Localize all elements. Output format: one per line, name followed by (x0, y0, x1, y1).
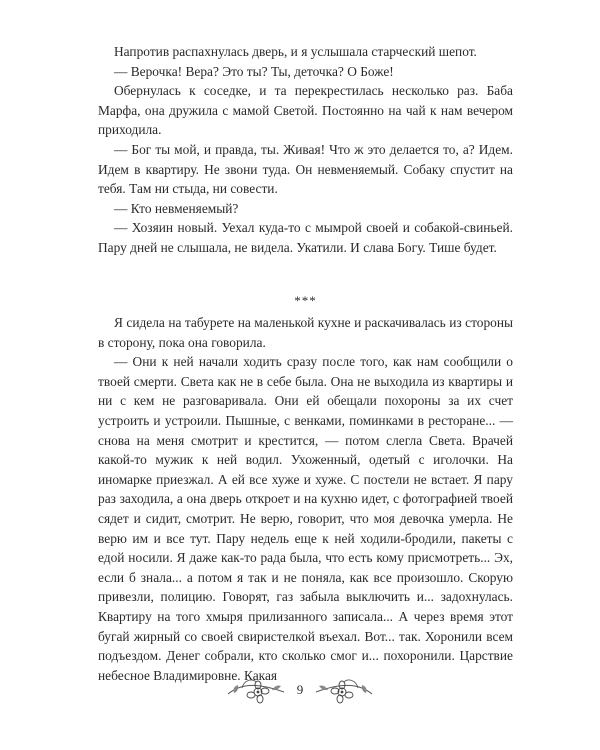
paragraph: — Верочка! Вера? Это ты? Ты, деточка? О Боже! (114, 63, 394, 79)
paragraph: — Хозяин новый. Уехал куда-то с мымрой своей и собакой-свиньей. Пару дней не слышала, не видела. Укатили. И слава Богу. Тише будет. (98, 220, 513, 255)
page-number: 9 (296, 682, 304, 697)
paragraph: — Они к ней начали ходить сразу после того, как нам сообщили о твоей смерти. Света как не в себе была. Она не выходила из квартиры и ни с кем не разговаривала. Они ей обещали похороны за их счет устроить и устроили. Пышные, с венками, поминками в ресторане... — снова на меня смотрит и крестится, — потом слегла Света. Врачей какой-то мужик к ней водил. Ухоженный, одетый с иголочки. На иномарке приезжал. А ей все хуже и хуже. С постели не встает. Я пару раз заходила, а она дверь откроет и на кухню идет, с фотографией твоей сядет и сидит, смотрит. Не верю, говорит, что моя девочка умерла. Не верю им и все тут. Пару недель еще к ней ходили-бродили, пакеты с едой носили. Я даже как-то рада была, что есть кому присмотреть... Эх, если б знала... а потом я так и не поняла, как все произошло. Скорую привезли, полицию. Говорят, газ забыла выключить и... задохнулась. Квартиру на того хмыря прилизанного записала... А через время этот бугай жирный со своей свиристелкой въехал. Вот... так. Хоронили всем подъездом. Денег собрали, кто сколько смог и... похоронили. Царствие небесное Владимировне. Какая (98, 354, 513, 683)
page-footer (220, 672, 380, 712)
paragraph: — Бог ты мой, и правда, ты. Живая! Что ж это делается то, а? Идем. Идем в квартиру. Не звони туда. Он невменяемый. Собаку спустит на тебя. Там ни стыда, ни совести. (98, 141, 513, 197)
paragraph: — Кто невменяемый? (114, 200, 239, 216)
paragraph: Я сидела на табурете на маленькой кухне и раскачивалась из стороны в сторону, пока она говорила. (98, 315, 513, 350)
right-floral-ornament-icon (312, 672, 374, 712)
paragraph: Напротив распахнулась дверь, и я услышала старческий шепот. (114, 44, 477, 59)
section-separator: *** (294, 293, 317, 308)
text-block-bottom (98, 313, 513, 685)
paragraph: Обернулась к соседке, и та перекрестилась несколько раз. Баба Марфа, она дружила с мамой Светой. Постоянно на чай к нам вечером приходила. (98, 83, 513, 138)
text-block-top (98, 42, 513, 258)
